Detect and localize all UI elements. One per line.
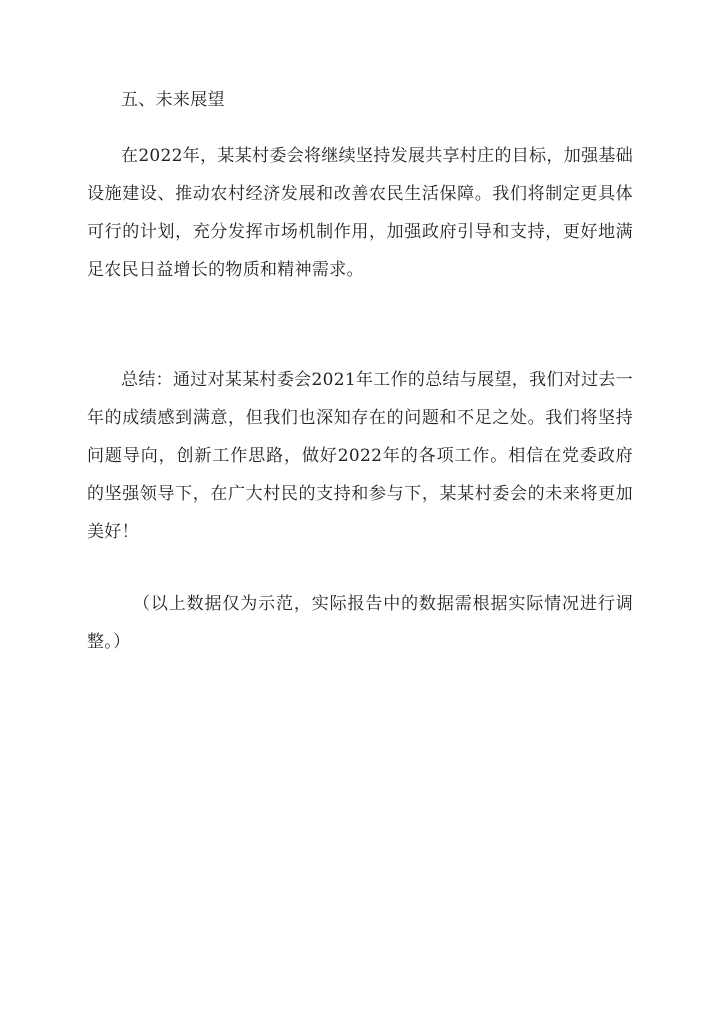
- summary-paragraph: 总结：通过对某某村委会2021年工作的总结与展望，我们对过去一年的成绩感到满意，但我们也深知存在的问题和不足之处。我们将坚持问题导向，创新工作思路，做好2022年的各项工作。相信在党委政府的坚强领导下，在广大村民的支持和参与下，某某村委会的未来将更加美好！: [87, 370, 633, 542]
- outlook-paragraph: 在2022年，某某村委会将继续坚持发展共享村庄的目标，加强基础设施建设、推动农村经济发展和改善农民生活保障。我们将制定更具体可行的计划，充分发挥市场机制作用，加强政府引导和支持，更好地满足农民日益增长的物质和精神需求。: [87, 146, 633, 280]
- section-heading: 五、未来展望: [121, 90, 225, 110]
- disclaimer-note: （以上数据仅为示范，实际报告中的数据需根据实际情况进行调整。）: [87, 594, 633, 652]
